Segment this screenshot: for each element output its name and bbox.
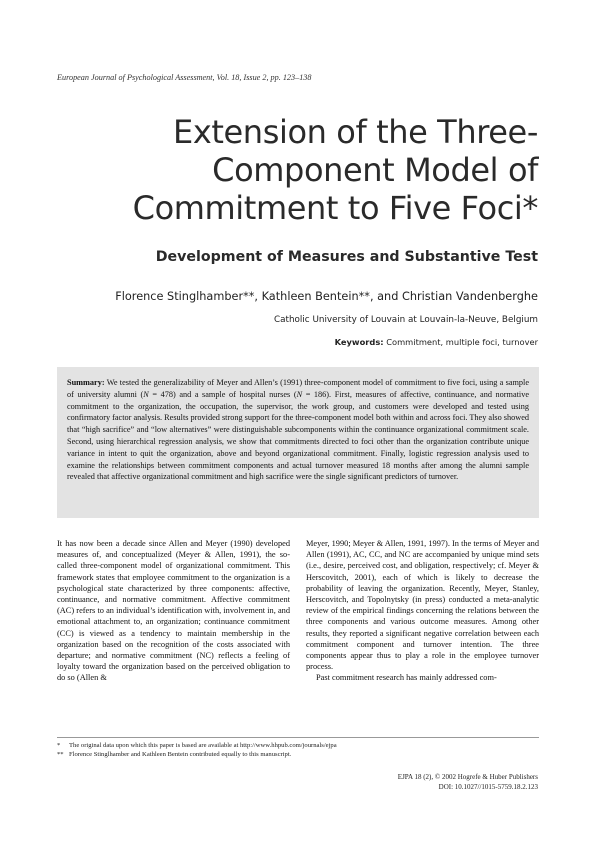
footnote [57, 750, 539, 759]
footnote-mark: ** [57, 751, 64, 758]
title-line: Extension of the Three- [173, 113, 538, 151]
journal-citation: European Journal of Psychological Assessment, Vol. 18, Issue 2, pp. 123–138 [57, 73, 312, 82]
article-title [58, 113, 538, 227]
footnote-text: Florence Stinglhamber and Kathleen Bentein contributed equally to this manuscript. [69, 751, 292, 758]
body-column-right [306, 538, 539, 684]
article-subtitle: Development of Measures and Substantive Test [155, 249, 538, 265]
sample-size-var: N [296, 389, 303, 399]
body-paragraph: Past commitment research has mainly addressed com- [316, 673, 497, 683]
title-line: Component Model of [212, 151, 538, 189]
abstract-text: We tested the generalizability of Meyer and Allen’s (1991) three-component model of commitment to five foci, using a sample of university alumni ( [67, 378, 529, 399]
abstract-text: = 186). First, measures of affective, continuance, and normative commitment to the organization, the occupation, the supervisor, the work group, and customers were developed and tested using confirmatory factor analysis. Results provided strong support for the three-component model both within and across foci. They also showed that “high sacrifice” and “low alternatives” were distinguishable subcomponents within the continuance organizational commitment scale. Second, using hierarchical regression analysis, we show that commitments directed to foci other than the organization contribute unique variance in intent to quit the organization, above and beyond organizational commitment. Finally, logistic regression analysis used to examine the relationships between commitment components and actual turnover measured 18 months after among the alumni sample revealed that affective organizational commitment and high sacrifice were the single significant predictors of turnover. [67, 389, 529, 482]
footnotes [57, 741, 539, 759]
copyright-line: EJPA 18 (2), © 2002 Hogrefe & Huber Publishers [397, 773, 538, 781]
footnote-text: The original data upon which this paper is based are available at http://www.hhpub.com/journals/ejpa [69, 742, 337, 749]
footnote-divider [57, 737, 539, 738]
keywords-line [58, 337, 538, 347]
abstract-box [57, 367, 539, 518]
author-list: Florence Stinglhamber**, Kathleen Bentein**, and Christian Vandenberghe [115, 290, 538, 303]
abstract-text: = 478) and a sample of hospital nurses ( [148, 389, 297, 399]
body-paragraph: Meyer, 1990; Meyer & Allen, 1991, 1997). In the terms of Meyer and Allen (1991), AC, CC, and NC are accompanied by unique mind sets (i.e., desire, perceived cost, and obligation, respectively; cf. Meyer & Herscovitch, 2001), each of which is likely to decrease the probability of leaving the organization. Recently, Meyer, Stanley, Herscovitch, and Topolnytsky (in press) conducted a meta-analytic review of the empirical findings concerning the relations between the three components and various outcome measures. Among other results, they reported a significant negative correlation between each commitment component and turnover intention. The three components appear thus to play a role in the employee turnover process. [306, 539, 539, 672]
keywords-text: Commitment, multiple foci, turnover [383, 337, 538, 347]
doi-line: DOI: 10.1027//1015-5759.18.2.123 [438, 782, 538, 791]
keywords-label: Keywords: [334, 337, 384, 347]
title-line: Commitment to Five Foci* [132, 189, 538, 227]
body-column-left [57, 538, 290, 684]
abstract-label: Summary: [67, 378, 105, 387]
publication-info [238, 773, 538, 792]
sample-size-var: N [143, 389, 149, 399]
footnote [57, 741, 539, 750]
author-affiliation: Catholic University of Louvain at Louvain-la-Neuve, Belgium [273, 315, 538, 325]
footnote-mark: * [57, 742, 61, 749]
body-paragraph: It has now been a decade since Allen and Meyer (1990) developed measures of, and conceptualized (Meyer & Allen, 1991), the so-called three-component model of organizational commitment. This framework states that employee commitment to the organization is a psychological state characterized by three components: affective, continuance, and normative commitment. Affective commitment (AC) refers to an individual’s identification with, involvement in, and emotional attachment to, an organization; continuance commitment (CC) is viewed as a tendency to maintain membership in the organization based on the recognition of the costs associated with departure; and normative commitment (NC) reflects a feeling of loyalty toward the organization based on the perceived obligation to do so (Allen & [57, 539, 290, 683]
